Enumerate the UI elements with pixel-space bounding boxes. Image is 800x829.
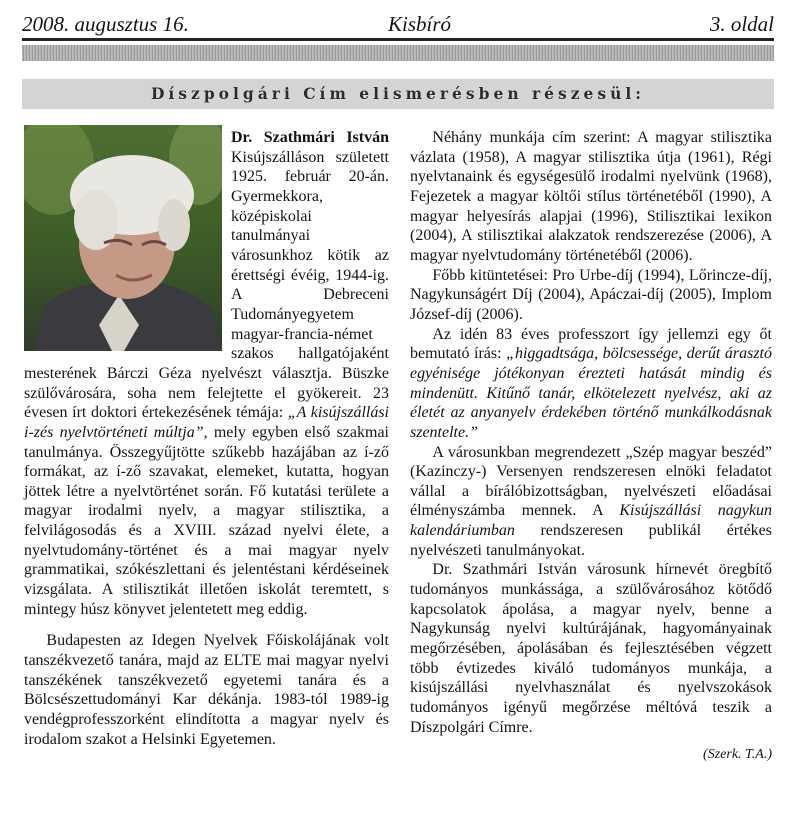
header-page-number: 3. oldal: [709, 12, 774, 36]
photo-spacer: [24, 128, 231, 354]
competition-lead: A városunkban megrendezett „Szép magyar beszéd” (Kazinczy-) Versenyen rendszeresen elnöki feladatot vállal a bírálóbizottságban, nyelvészeti előadásai élményszámba mennek. A: [410, 443, 772, 520]
conclusion-paragraph: Dr. Szathmári István városunk hírnevét öregbítő tudományos munkássága, a szülővárosához kötődő kapcsolatok ápolása, a magyar nyelv, benne a Nagykunság nyelvi kultúrájának, hagyományainak megőrzésében, ápolásában és fejlesztésében végzett több évtizedes kiváló tudományos munkája, a kisújszállási nyelvhasználat és nyelvszokások tudományos igényű megőrzése méltóvá teszik a Díszpolgári Címre.: [410, 561, 772, 736]
calendar-title: Kisújszállási nagykun kalendáriumban: [410, 502, 772, 540]
page-header: [22, 12, 774, 36]
intro-text: Kisújszálláson született 1925. február 20-án. Gyermekkora, középiskolai tanulmányai városunkhoz kötik az érettségi évéig, 1944-ig. A Debreceni Tudományegyetem magyar-francia-német szakos hallgatójaként mesterének Bárczi Géza nyelvészt választja. Büszke szülővárosára, soha nem felejtette el gyökereit. 23 évesen írt doktori értekezésének témája:: [24, 148, 389, 422]
header-divider: [22, 38, 774, 41]
editor-signature: (Szerk. T.A.): [703, 747, 772, 763]
career-paragraph: Budapesten az Idegen Nyelvek Főiskolájának volt tanszékvezető tanára, majd az ELTE mai magyar nyelvi tanszékének tanszékvezető egyetemi tanára és a Bölcsészettudományi Kar dékánja. 1983-tól 1989-ig vendégprofesszorként elindította a magyar nyelv és irodalom szakot a Helsinki Egyetemen.: [24, 632, 389, 748]
competition-tail: rendszeresen publikál értékes nyelvészeti tanulmányokat.: [410, 522, 772, 559]
works-paragraph: Néhány munkája cím szerint: A magyar stilisztika vázlata (1958), A magyar stilisztika útja (1961), Régi nyelvtanaink és egységesülő irodalmi nyelvünk (1968), Fejezetek a magyar költői stílus történetéből (1990), A magyar helyesírás alapjai (1996), Stilisztikai lexikon (2004), A stilisztikai alakzatok rendszerezése (2006), A magyar nyelvtudomány történetéből (2006).: [410, 129, 772, 264]
awards-paragraph: Főbb kitüntetései: Pro Urbe-díj (1994), Lőrincze-díj, Nagykunságért Díj (2004), Apáczai-díj (2005), Implom József-díj (2006).: [410, 266, 772, 323]
decorative-band: [22, 45, 774, 61]
quote-lead: Az idén 83 éves professzort így jellemzi egy őt bemutató írás:: [410, 325, 772, 363]
header-date: 2008. augusztus 16.: [22, 12, 189, 36]
quote-paragraph: [410, 325, 772, 443]
intro-text-continued: , mely egyben első szakmai tanulmánya. Összegyűjtötte szűkebb hazájában az í-ző formákat, az í-ző szavakat, elemeket, kutatta, hogyan jöttek létre a nyelvtörténet során. Fő kutatási területe a magyar irodalmi nyelv, a magyar stilisztika, a felvilágosodás és a XVIII. század nyelvi élete, a nyelvtudomány-történet és a mai magyar nyelv grammatikai, szókészlettani és jelentéstani kérdéseinek vizsgálata. A stilisztikát illetően iskolát teremtett, s mintegy húsz könyvet jelentetett meg eddig.: [24, 423, 390, 618]
intro-paragraph: [24, 128, 389, 619]
competition-paragraph: [410, 443, 772, 561]
article-title: Díszpolgári Cím elismerésben részesül:: [22, 79, 774, 109]
subject-name: Dr. Szathmári István: [231, 129, 389, 146]
article-left-column: [24, 128, 389, 749]
quote-text: „higgadtsága, bölcsessége, derűt árasztó egyénisége jótékonyan érezteti hatását mindig és mindenütt. Kitűnő tanár, elkötelezett nyelvész, aki az életét az anyanyelv érdekében történő munkálkodásnak szentelte.”: [410, 345, 772, 441]
thesis-title: „A kisújszállási i-zés nyelvtörténeti múltja”: [24, 404, 389, 441]
header-newspaper-name: Kisbíró: [388, 12, 452, 36]
article-right-column: [410, 128, 772, 765]
